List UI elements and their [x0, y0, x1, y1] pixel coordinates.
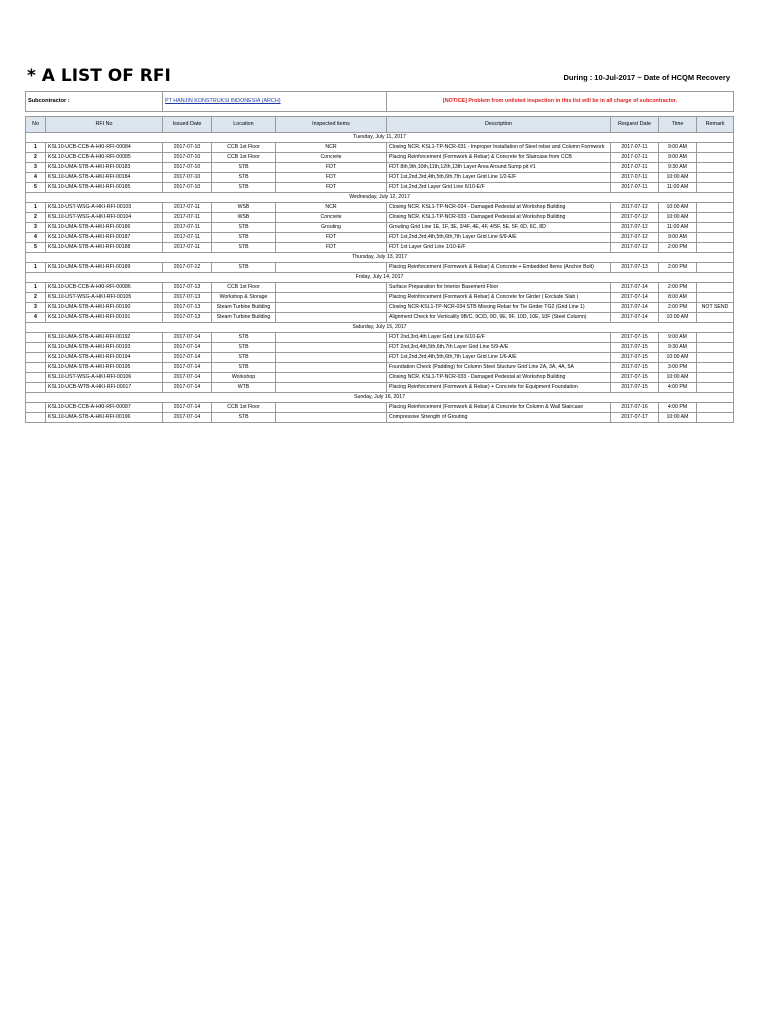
- table-row[interactable]: [26, 243, 734, 253]
- day-label: Tuesday, July 11, 2017: [26, 133, 734, 143]
- cell-inspected-items: FDT: [276, 173, 387, 183]
- cell-inspected-items: NCR: [276, 203, 387, 213]
- cell-description: FDT 1st Layer Grid Line 1/10-E/F: [387, 243, 611, 253]
- cell-rfi-no: KSL10-UST-WSG-A-HKI-RFI-00103: [46, 203, 163, 213]
- cell-issued-date: 2017-07-10: [163, 173, 212, 183]
- cell-time: 10:00 AM: [659, 373, 697, 383]
- cell-request-date: 2017-07-17: [611, 413, 659, 423]
- cell-no: [26, 373, 46, 383]
- cell-rfi-no: KSL10-UMA-STB-A-HKI-RFI-00186: [46, 223, 163, 233]
- cell-inspected-items: FDT: [276, 243, 387, 253]
- table-row[interactable]: [26, 303, 734, 313]
- cell-inspected-items: [276, 263, 387, 273]
- cell-location: STB: [212, 223, 276, 233]
- cell-no: 2: [26, 293, 46, 303]
- table-row[interactable]: [26, 163, 734, 173]
- table-row[interactable]: [26, 233, 734, 243]
- cell-issued-date: 2017-07-12: [163, 263, 212, 273]
- cell-rfi-no: KSL10-UCB-CCB-A-HKI-RFI-00086: [46, 283, 163, 293]
- cell-issued-date: 2017-07-11: [163, 243, 212, 253]
- cell-rfi-no: KSL10-UMA-STB-A-HKI-RFI-00191: [46, 313, 163, 323]
- day-label: Wednesday, July 12, 2017: [26, 193, 734, 203]
- table-row[interactable]: [26, 213, 734, 223]
- cell-no: 3: [26, 163, 46, 173]
- cell-inspected-items: [276, 303, 387, 313]
- cell-description: Foundation Check (Padding) for Column Steel Stucture Grid Line 2A, 3A, 4A, 5A: [387, 363, 611, 373]
- cell-issued-date: 2017-07-13: [163, 283, 212, 293]
- cell-time: 10:00 AM: [659, 173, 697, 183]
- cell-description: FDT 2nd,3rd,4th,5th,6th,7th Layer Grid Line 5/9-A/E: [387, 343, 611, 353]
- col-header-issued-date: Issued Date: [163, 117, 212, 133]
- cell-description: Closing NCR. KSL1-TP-NCR-031 - Improper Installation of Steel rebar and Column Formwork: [387, 143, 611, 153]
- cell-inspected-items: [276, 363, 387, 373]
- table-row[interactable]: [26, 353, 734, 363]
- cell-issued-date: 2017-07-14: [163, 363, 212, 373]
- cell-request-date: 2017-07-15: [611, 383, 659, 393]
- cell-description: FDT 1st,2nd,3rd,4th,5th,6th,7th Layer Grid Line 1/2-E/F: [387, 173, 611, 183]
- cell-remark: [697, 213, 734, 223]
- cell-location: CCB 1st Floor: [212, 153, 276, 163]
- cell-rfi-no: KSL10-UCB-CCB-A-HKI-RFI-00087: [46, 403, 163, 413]
- cell-inspected-items: [276, 413, 387, 423]
- cell-request-date: 2017-07-12: [611, 243, 659, 253]
- cell-remark: [697, 143, 734, 153]
- cell-description: Placing Reinforcement (Formwork & Rebar) + Concrete for Equipment Foundation: [387, 383, 611, 393]
- cell-request-date: 2017-07-15: [611, 333, 659, 343]
- cell-remark: [697, 283, 734, 293]
- cell-remark: [697, 363, 734, 373]
- day-label: Thursday, July 13, 2017: [26, 253, 734, 263]
- cell-no: 2: [26, 213, 46, 223]
- cell-description: Grouting Grid Line 1E, 1F, 3E, 3/4F, 4E, 4F, 4/5F, 5E, 5F, 6D, 6C, 8D: [387, 223, 611, 233]
- cell-no: [26, 413, 46, 423]
- cell-location: STB: [212, 233, 276, 243]
- cell-location: STB: [212, 363, 276, 373]
- cell-inspected-items: [276, 283, 387, 293]
- cell-remark: [697, 343, 734, 353]
- cell-time: 10:00 AM: [659, 213, 697, 223]
- cell-time: 2:00 PM: [659, 283, 697, 293]
- cell-rfi-no: KSL10-UMA-STB-A-HKI-RFI-00195: [46, 363, 163, 373]
- cell-description: Placing Reinforcement (Formwork & Rebar) & Concrete + Embedded Items (Anchor Bolt): [387, 263, 611, 273]
- cell-issued-date: 2017-07-13: [163, 293, 212, 303]
- cell-no: 1: [26, 283, 46, 293]
- cell-location: STB: [212, 333, 276, 343]
- cell-request-date: 2017-07-12: [611, 203, 659, 213]
- cell-location: WTB: [212, 383, 276, 393]
- cell-remark: [697, 313, 734, 323]
- cell-location: STB: [212, 353, 276, 363]
- cell-no: 5: [26, 243, 46, 253]
- cell-inspected-items: FDT: [276, 233, 387, 243]
- cell-no: [26, 343, 46, 353]
- table-row[interactable]: [26, 293, 734, 303]
- cell-description: Placing Reinforcement (Formwork & Rebar) & Concrete for Staircase from CCB: [387, 153, 611, 163]
- subcontractor-notice: [NOTICE] Problem from unlisted inspection in this list will be in all charge of subcontractor.: [387, 92, 734, 112]
- cell-request-date: 2017-07-11: [611, 163, 659, 173]
- cell-no: 4: [26, 173, 46, 183]
- cell-request-date: 2017-07-15: [611, 363, 659, 373]
- cell-rfi-no: KSL10-UST-WSG-A-HKI-RFI-00105: [46, 293, 163, 303]
- cell-issued-date: 2017-07-14: [163, 333, 212, 343]
- cell-no: 3: [26, 223, 46, 233]
- cell-remark: NOT SEND: [697, 303, 734, 313]
- col-header-inspected-items: Inspected items: [276, 117, 387, 133]
- cell-remark: [697, 263, 734, 273]
- table-row[interactable]: [26, 383, 734, 393]
- cell-description: FDT 1st,2nd,3rd,4th,5th,6th,7th Layer Grid Line 6/9-A/E: [387, 233, 611, 243]
- cell-description: Closing NCR. KSL1-TP-NCR-033 - Damaged Pedestal at Workshop Building: [387, 213, 611, 223]
- col-header-request-date: Request Date: [611, 117, 659, 133]
- subcontractor-label: Subcontractor :: [26, 92, 163, 112]
- cell-inspected-items: FDT: [276, 183, 387, 193]
- day-label: Saturday, July 15, 2017: [26, 323, 734, 333]
- cell-description: FDT 2nd,3rd,4th Layer Grid Line 6/10-E/F: [387, 333, 611, 343]
- cell-no: 4: [26, 313, 46, 323]
- cell-rfi-no: KSL10-UCB-CCB-A-HKI-RFI-00085: [46, 153, 163, 163]
- cell-location: Steam Turbine Building: [212, 313, 276, 323]
- cell-time: 10:00 AM: [659, 203, 697, 213]
- col-header-remark: Remark: [697, 117, 734, 133]
- cell-issued-date: 2017-07-11: [163, 213, 212, 223]
- cell-request-date: 2017-07-15: [611, 353, 659, 363]
- table-row[interactable]: [26, 153, 734, 163]
- cell-remark: [697, 293, 734, 303]
- cell-rfi-no: KSL10-UST-WSG-A-HKI-RFI-00106: [46, 373, 163, 383]
- cell-issued-date: 2017-07-14: [163, 413, 212, 423]
- cell-rfi-no: KSL10-UMA-STB-A-HKI-RFI-00194: [46, 353, 163, 363]
- table-row[interactable]: [26, 173, 734, 183]
- cell-remark: [697, 153, 734, 163]
- cell-time: 9:00 AM: [659, 333, 697, 343]
- cell-inspected-items: [276, 293, 387, 303]
- day-label: Sunday, July 16, 2017: [26, 393, 734, 403]
- cell-rfi-no: KSL10-UMA-STB-A-HKI-RFI-00183: [46, 163, 163, 173]
- cell-description: Placing Reinforcement (Formwork & Rebar) & Concrete for Column & Wall Staircase: [387, 403, 611, 413]
- cell-remark: [697, 383, 734, 393]
- cell-time: 4:00 PM: [659, 403, 697, 413]
- cell-inspected-items: [276, 313, 387, 323]
- subcontractor-row: [26, 92, 734, 112]
- cell-location: CCB 1st Floor: [212, 403, 276, 413]
- cell-time: 9:30 AM: [659, 343, 697, 353]
- cell-location: STB: [212, 163, 276, 173]
- cell-time: 11:00 AM: [659, 223, 697, 233]
- cell-location: STB: [212, 243, 276, 253]
- cell-issued-date: 2017-07-10: [163, 163, 212, 173]
- cell-time: 3:00 PM: [659, 363, 697, 373]
- table-row[interactable]: [26, 183, 734, 193]
- cell-remark: [697, 353, 734, 363]
- cell-rfi-no: KSL10-UMA-STB-A-HKI-RFI-00196: [46, 413, 163, 423]
- cell-no: 3: [26, 303, 46, 313]
- cell-inspected-items: [276, 403, 387, 413]
- cell-remark: [697, 403, 734, 413]
- cell-issued-date: 2017-07-10: [163, 143, 212, 153]
- cell-remark: [697, 223, 734, 233]
- cell-inspected-items: [276, 373, 387, 383]
- cell-issued-date: 2017-07-14: [163, 383, 212, 393]
- cell-description: Closing NCR-KSL1-TP-NCR-034 STB Missing Rebar for Tie Girder TG2 (Grid Line 1): [387, 303, 611, 313]
- cell-rfi-no: KSL10-UMA-STB-A-HKI-RFI-00193: [46, 343, 163, 353]
- cell-description: Closing NCR. KSL1-TP-NCR-033 - Damaged Pedestal at Workshop Building: [387, 373, 611, 383]
- cell-request-date: 2017-07-11: [611, 143, 659, 153]
- table-row[interactable]: [26, 203, 734, 213]
- cell-description: Surface Preparation for Interior Basement Floor: [387, 283, 611, 293]
- cell-time: 9:00 AM: [659, 143, 697, 153]
- cell-request-date: 2017-07-11: [611, 183, 659, 193]
- cell-issued-date: 2017-07-14: [163, 403, 212, 413]
- cell-time: 10:00 AM: [659, 313, 697, 323]
- col-header-time: Time: [659, 117, 697, 133]
- cell-issued-date: 2017-07-10: [163, 183, 212, 193]
- cell-request-date: 2017-07-12: [611, 223, 659, 233]
- cell-remark: [697, 203, 734, 213]
- cell-issued-date: 2017-07-13: [163, 313, 212, 323]
- cell-remark: [697, 173, 734, 183]
- table-row[interactable]: [26, 283, 734, 293]
- day-label: Friday, July 14, 2017: [26, 273, 734, 283]
- cell-location: STB: [212, 183, 276, 193]
- cell-request-date: 2017-07-12: [611, 213, 659, 223]
- cell-description: Closing NCR. KSL1-TP-NCR-024 - Damaged Pedestal at Workshop Building: [387, 203, 611, 213]
- cell-inspected-items: [276, 353, 387, 363]
- day-group-row: [26, 323, 734, 333]
- cell-time: 9:00 AM: [659, 233, 697, 243]
- rfi-table: [25, 91, 734, 423]
- page-title: * A LIST OF RFI: [27, 66, 171, 86]
- cell-issued-date: 2017-07-14: [163, 343, 212, 353]
- cell-request-date: 2017-07-11: [611, 173, 659, 183]
- cell-description: Placing Reinforcement (Formwork & Rebar) & Concrete for Girder ( Exclude Slab ): [387, 293, 611, 303]
- cell-no: 1: [26, 263, 46, 273]
- cell-time: 2:00 PM: [659, 243, 697, 253]
- cell-issued-date: 2017-07-11: [163, 203, 212, 213]
- cell-time: 2:00 PM: [659, 263, 697, 273]
- cell-request-date: 2017-07-14: [611, 283, 659, 293]
- cell-remark: [697, 163, 734, 173]
- cell-rfi-no: KSL10-UCB-CCB-A-HKI-RFI-00084: [46, 143, 163, 153]
- cell-no: [26, 383, 46, 393]
- table-row[interactable]: [26, 403, 734, 413]
- day-group-row: [26, 133, 734, 143]
- cell-time: 2:00 PM: [659, 303, 697, 313]
- cell-time: 11:00 AM: [659, 183, 697, 193]
- cell-description: Compressive Strength of Grouting: [387, 413, 611, 423]
- cell-description: FDT 8th,9th,10th,11th,12th,13th Layer Area Around Sump pit #1: [387, 163, 611, 173]
- table-row[interactable]: [26, 223, 734, 233]
- cell-time: 10:00 AM: [659, 413, 697, 423]
- day-group-row: [26, 193, 734, 203]
- cell-inspected-items: Grouting: [276, 223, 387, 233]
- cell-time: 4:00 PM: [659, 383, 697, 393]
- cell-time: 9:00 AM: [659, 153, 697, 163]
- cell-no: [26, 403, 46, 413]
- cell-no: 4: [26, 233, 46, 243]
- cell-time: 8:00 AM: [659, 293, 697, 303]
- cell-location: Workshop: [212, 373, 276, 383]
- cell-rfi-no: KSL10-UMA-STB-A-HKI-RFI-00192: [46, 333, 163, 343]
- cell-no: [26, 363, 46, 373]
- cell-rfi-no: KSL10-UMA-STB-A-HKI-RFI-00189: [46, 263, 163, 273]
- cell-location: CCB 1st Floor: [212, 143, 276, 153]
- cell-inspected-items: NCR: [276, 143, 387, 153]
- cell-description: FDT 1st,2nd,3rd Layer Grid Line 6/10-E/F: [387, 183, 611, 193]
- cell-inspected-items: Concrete: [276, 153, 387, 163]
- date-range: During : 10-Jul-2017 ~ Date of HCQM Recovery: [563, 73, 730, 82]
- cell-request-date: 2017-07-11: [611, 153, 659, 163]
- table-row[interactable]: [26, 313, 734, 323]
- cell-no: [26, 353, 46, 363]
- table-row[interactable]: [26, 263, 734, 273]
- table-header-row: [26, 117, 734, 133]
- col-header-description: Description: [387, 117, 611, 133]
- cell-location: Steam Turbine Building: [212, 303, 276, 313]
- cell-remark: [697, 183, 734, 193]
- cell-issued-date: 2017-07-14: [163, 353, 212, 363]
- cell-time: 10:00 AM: [659, 353, 697, 363]
- cell-issued-date: 2017-07-10: [163, 153, 212, 163]
- cell-issued-date: 2017-07-13: [163, 303, 212, 313]
- cell-description: FDT 1st,2nd,3rd,4th,5th,6th,7th Layer Grid Line 1/6-A/E: [387, 353, 611, 363]
- cell-request-date: 2017-07-14: [611, 303, 659, 313]
- table-row[interactable]: [26, 143, 734, 153]
- col-header-rfi-no: RFI No: [46, 117, 163, 133]
- cell-description: Alignment Check for Verticality 9B/C, 9C/D, 9D, 9E, 9F, 10D, 10E, 10F (Steel Column): [387, 313, 611, 323]
- cell-inspected-items: FDT: [276, 163, 387, 173]
- cell-no: 1: [26, 143, 46, 153]
- cell-rfi-no: KSL10-UMA-STB-A-HKI-RFI-00187: [46, 233, 163, 243]
- cell-request-date: 2017-07-15: [611, 373, 659, 383]
- cell-request-date: 2017-07-13: [611, 263, 659, 273]
- day-group-row: [26, 273, 734, 283]
- cell-rfi-no: KSL10-UST-WSG-A-HKI-RFI-00104: [46, 213, 163, 223]
- cell-location: WSB: [212, 213, 276, 223]
- cell-rfi-no: KSL10-UMA-STB-A-HKI-RFI-00185: [46, 183, 163, 193]
- cell-rfi-no: KSL10-UMA-STB-A-HKI-RFI-00190: [46, 303, 163, 313]
- day-group-row: [26, 393, 734, 403]
- cell-location: STB: [212, 413, 276, 423]
- cell-remark: [697, 233, 734, 243]
- cell-remark: [697, 373, 734, 383]
- cell-location: CCB 1st Floor: [212, 283, 276, 293]
- cell-no: 5: [26, 183, 46, 193]
- cell-rfi-no: KSL10-UCB-WTB-A-HKI-RFI-00017: [46, 383, 163, 393]
- cell-issued-date: 2017-07-11: [163, 223, 212, 233]
- cell-request-date: 2017-07-14: [611, 293, 659, 303]
- cell-remark: [697, 243, 734, 253]
- cell-rfi-no: KSL10-UMA-STB-A-HKI-RFI-00184: [46, 173, 163, 183]
- cell-no: 1: [26, 203, 46, 213]
- cell-location: Workshop & Storage: [212, 293, 276, 303]
- cell-issued-date: 2017-07-11: [163, 233, 212, 243]
- table-row[interactable]: [26, 343, 734, 353]
- cell-issued-date: 2017-07-14: [163, 373, 212, 383]
- cell-location: STB: [212, 343, 276, 353]
- cell-remark: [697, 333, 734, 343]
- col-header-location: Location: [212, 117, 276, 133]
- col-header-no: No: [26, 117, 46, 133]
- cell-inspected-items: Concrete: [276, 213, 387, 223]
- cell-remark: [697, 413, 734, 423]
- table-row[interactable]: [26, 363, 734, 373]
- table-row[interactable]: [26, 333, 734, 343]
- cell-no: 2: [26, 153, 46, 163]
- cell-inspected-items: [276, 343, 387, 353]
- cell-location: STB: [212, 173, 276, 183]
- cell-request-date: 2017-07-14: [611, 313, 659, 323]
- cell-location: STB: [212, 263, 276, 273]
- cell-inspected-items: [276, 333, 387, 343]
- table-row[interactable]: [26, 413, 734, 423]
- cell-time: 9:30 AM: [659, 163, 697, 173]
- cell-request-date: 2017-07-16: [611, 403, 659, 413]
- cell-request-date: 2017-07-15: [611, 343, 659, 353]
- table-row[interactable]: [26, 373, 734, 383]
- cell-rfi-no: KSL10-UMA-STB-A-HKI-RFI-00188: [46, 243, 163, 253]
- cell-no: [26, 333, 46, 343]
- cell-location: WSB: [212, 203, 276, 213]
- subcontractor-company[interactable]: PT HANJIN KONSTRUKSI INDONESIA (ARCH): [163, 92, 387, 112]
- cell-request-date: 2017-07-12: [611, 233, 659, 243]
- day-group-row: [26, 253, 734, 263]
- cell-inspected-items: [276, 383, 387, 393]
